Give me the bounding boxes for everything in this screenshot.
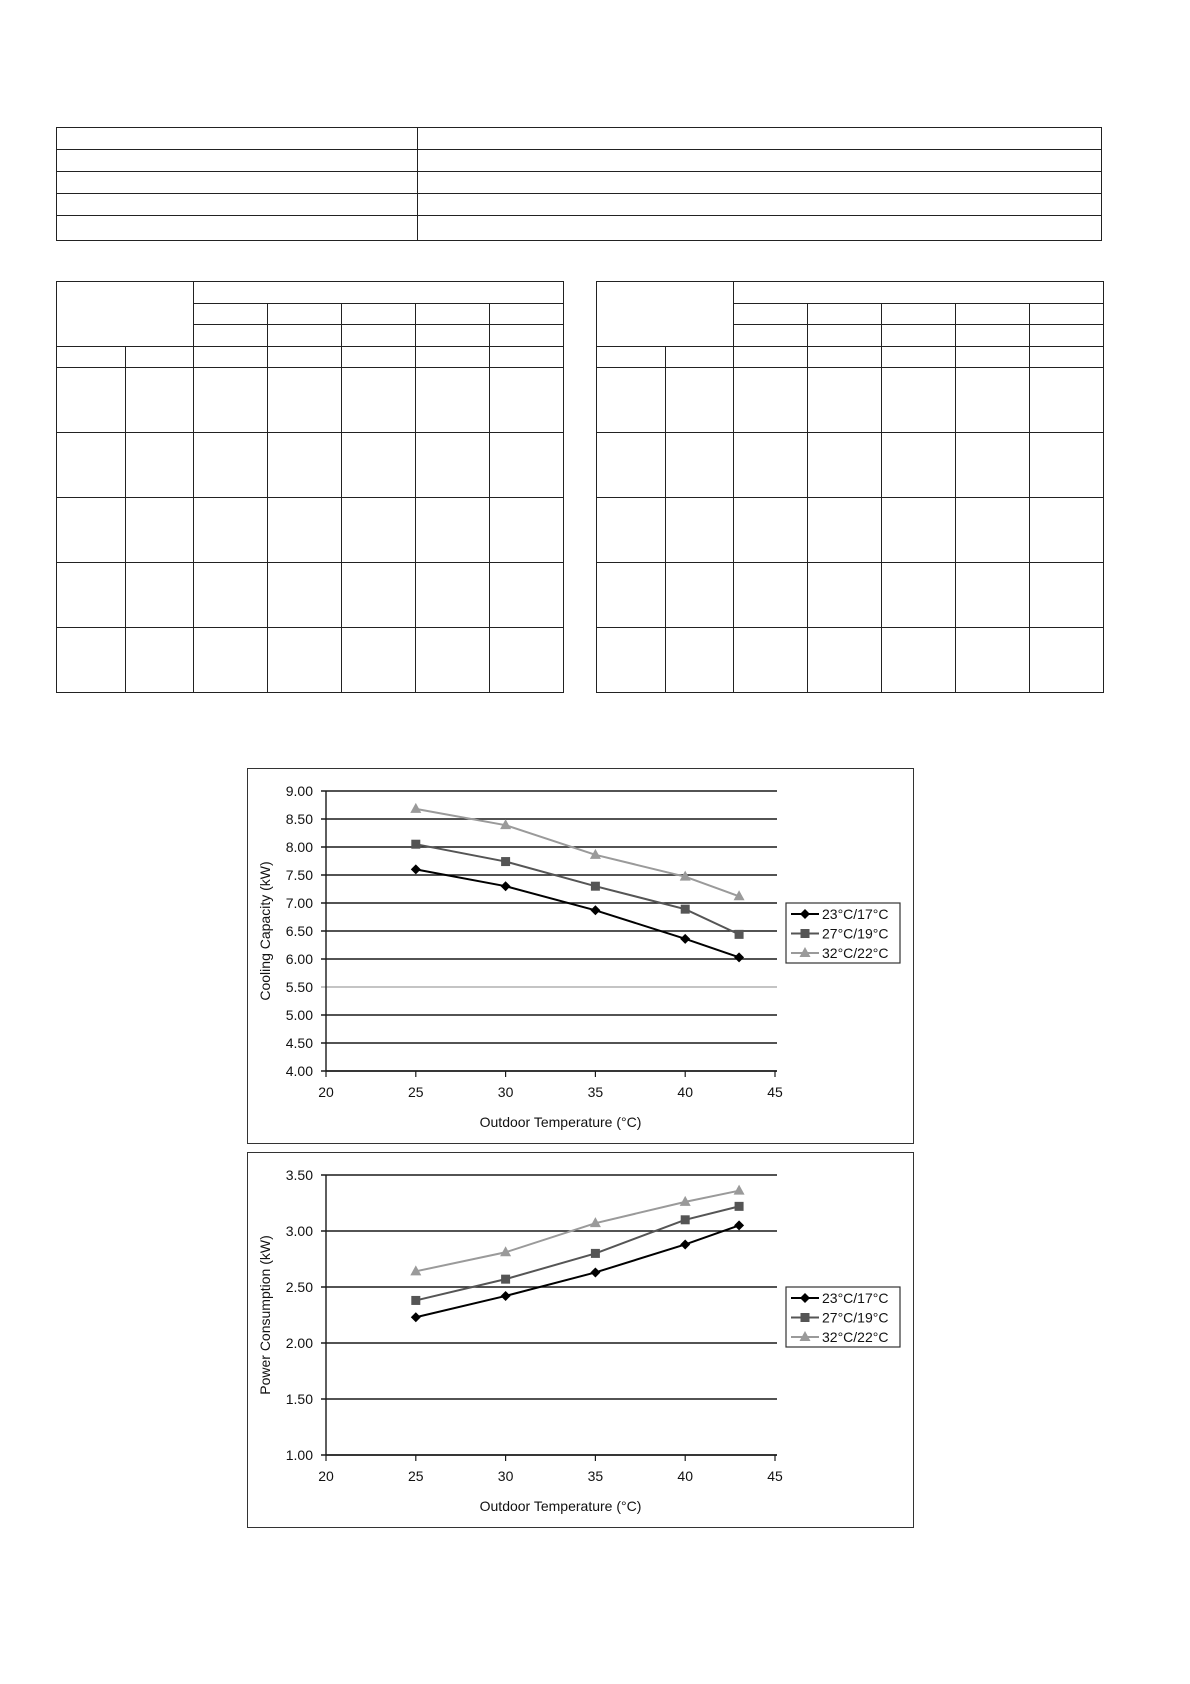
x-tick-label: 45 <box>767 1084 783 1100</box>
y-tick-label: 7.50 <box>285 867 313 883</box>
y-axis-label: Power Consumption (kW) <box>257 1235 273 1395</box>
table-header-row <box>57 346 564 368</box>
table-row <box>597 563 1104 628</box>
table-row <box>597 628 1104 693</box>
power-data-point <box>590 1267 600 1277</box>
power-data-point <box>411 1312 421 1322</box>
power-data-point <box>734 1185 745 1195</box>
power-data-point <box>735 1202 744 1211</box>
capacity-data-point <box>734 952 744 962</box>
capacity-data-point <box>680 934 690 944</box>
table-row <box>597 433 1104 498</box>
power-data-point <box>734 1220 744 1230</box>
y-tick-label: 4.00 <box>285 1063 313 1079</box>
x-tick-label: 45 <box>767 1468 783 1484</box>
table-row <box>57 150 1102 172</box>
cooling-capacity-chart <box>247 768 914 1144</box>
power-data-point <box>681 1215 690 1224</box>
x-tick-label: 30 <box>497 1084 514 1100</box>
capacity-data-point <box>591 882 600 891</box>
x-tick-label: 40 <box>677 1084 693 1100</box>
y-tick-label: 3.00 <box>285 1223 313 1239</box>
legend-label: 23°C/17°C <box>822 1290 889 1306</box>
table-row <box>57 172 1102 194</box>
spec-table <box>56 127 1102 241</box>
table-row <box>57 194 1102 216</box>
capacity-data-point <box>411 840 420 849</box>
table-row <box>57 498 564 563</box>
x-tick-label: 40 <box>677 1468 693 1484</box>
table-header-row <box>597 282 1104 304</box>
legend-marker <box>801 929 810 938</box>
cooling-capacity-chart-svg <box>248 769 913 1143</box>
y-axis-label: Cooling Capacity (kW) <box>257 861 273 1001</box>
power-consumption-chart <box>247 1152 914 1528</box>
y-tick-label: 5.50 <box>285 979 313 995</box>
power-data-point <box>501 1275 510 1284</box>
capacity-data-point <box>410 803 421 813</box>
x-tick-label: 35 <box>587 1468 604 1484</box>
performance-table-left <box>56 281 564 693</box>
x-axis-label: Outdoor Temperature (°C) <box>479 1498 642 1514</box>
y-tick-label: 2.50 <box>285 1279 313 1295</box>
legend-label: 27°C/19°C <box>822 1309 889 1326</box>
table-header-row <box>597 346 1104 368</box>
power-data-point <box>501 1291 511 1301</box>
legend-label: 23°C/17°C <box>822 906 889 922</box>
capacity-data-point <box>501 881 511 891</box>
x-tick-label: 25 <box>408 1084 424 1100</box>
y-tick-label: 6.50 <box>285 923 313 939</box>
table-row <box>597 368 1104 433</box>
capacity-data-point <box>681 905 690 914</box>
y-tick-label: 9.00 <box>285 783 313 799</box>
capacity-data-point <box>411 864 421 874</box>
y-tick-label: 2.00 <box>285 1335 313 1351</box>
capacity-series-line-1 <box>416 869 739 957</box>
legend-marker <box>801 1313 810 1322</box>
table-row <box>57 563 564 628</box>
power-data-point <box>411 1296 420 1305</box>
power-data-point <box>680 1239 690 1249</box>
y-tick-label: 7.00 <box>285 895 313 911</box>
x-tick-label: 25 <box>408 1468 424 1484</box>
x-axis-label: Outdoor Temperature (°C) <box>479 1114 642 1130</box>
power-consumption-chart-svg <box>248 1153 913 1527</box>
y-tick-label: 1.50 <box>285 1391 313 1407</box>
y-tick-label: 1.00 <box>285 1447 313 1463</box>
y-tick-label: 5.00 <box>285 1007 313 1023</box>
x-tick-label: 20 <box>318 1084 334 1100</box>
x-tick-label: 35 <box>587 1084 604 1100</box>
legend-label: 27°C/19°C <box>822 925 889 942</box>
table-row <box>57 433 564 498</box>
x-tick-label: 30 <box>497 1468 514 1484</box>
y-tick-label: 8.00 <box>285 839 313 855</box>
table-row <box>57 128 1102 150</box>
y-tick-label: 6.00 <box>285 951 313 967</box>
capacity-data-point <box>590 905 600 915</box>
y-tick-label: 3.50 <box>285 1167 313 1183</box>
y-tick-label: 8.50 <box>285 811 313 827</box>
power-series-line-1 <box>416 1225 739 1317</box>
x-tick-label: 20 <box>318 1468 334 1484</box>
table-row <box>57 216 1102 241</box>
capacity-series-line-2 <box>416 844 739 934</box>
capacity-data-point <box>735 930 744 939</box>
performance-table-right <box>596 281 1104 693</box>
y-tick-label: 4.50 <box>285 1035 313 1051</box>
table-row <box>597 498 1104 563</box>
power-data-point <box>591 1249 600 1258</box>
table-header-row <box>57 282 564 304</box>
legend-label: 32°C/22°C <box>822 1329 889 1345</box>
table-row <box>57 628 564 693</box>
legend-label: 32°C/22°C <box>822 945 889 961</box>
capacity-data-point <box>501 857 510 866</box>
table-row <box>57 368 564 433</box>
